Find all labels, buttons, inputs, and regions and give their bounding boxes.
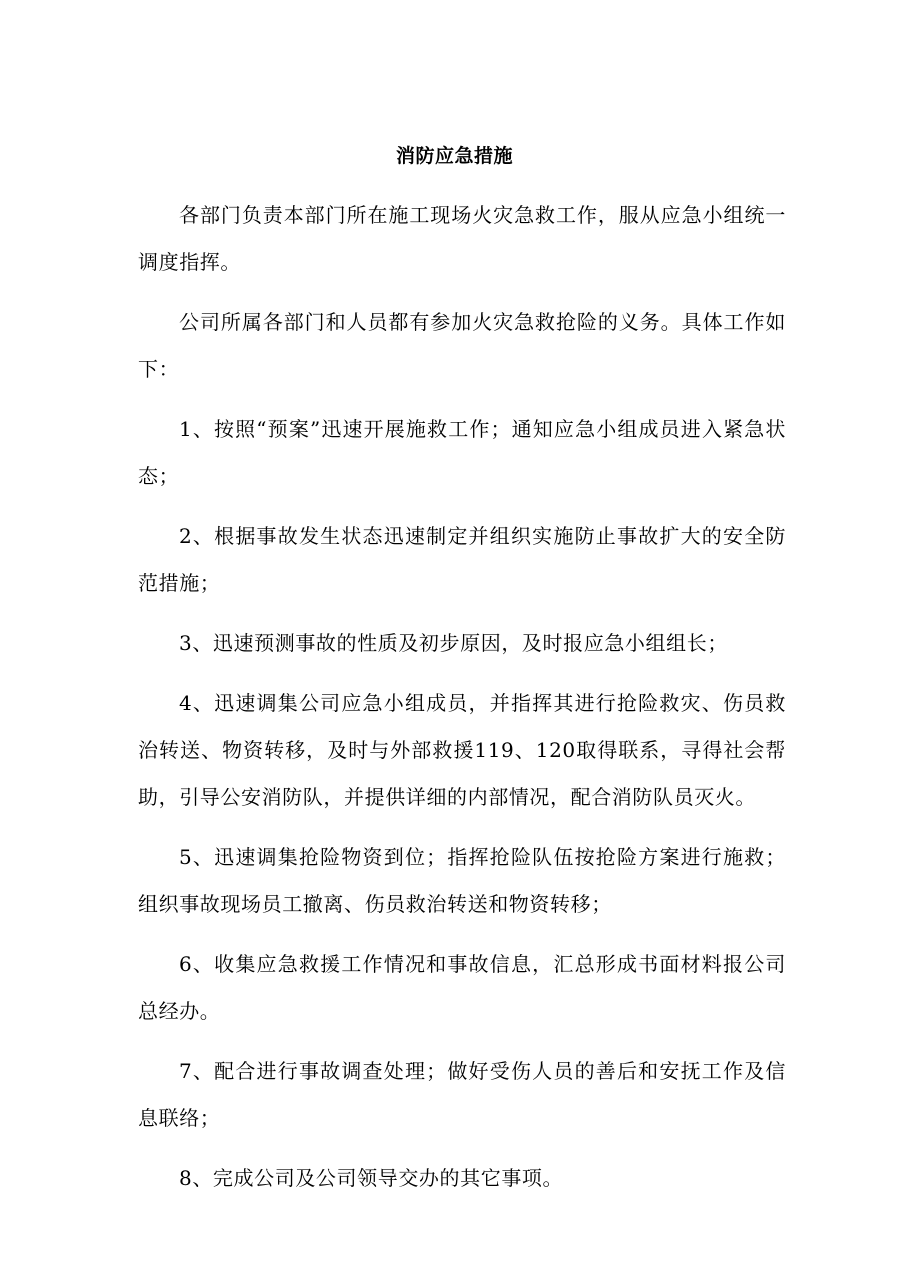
list-item-1: 1、按照“预案”迅速开展施救工作；通知应急小组成员进入紧急状态； (138, 417, 786, 488)
list-item-3: 3、迅速预测事故的性质及初步原因，及时报应急小组组长； (179, 631, 728, 655)
list-item-7: 7、配合进行事故调查处理；做好受伤人员的善后和安抚工作及信息联络； (138, 1059, 786, 1130)
paragraph-intro: 各部门负责本部门所在施工现场火灾急救工作，服从应急小组统一调度指挥。 (138, 203, 786, 274)
list-item-6: 6、收集应急救援工作情况和事故信息，汇总形成书面材料报公司总经办。 (138, 952, 786, 1023)
list-item-8: 8、完成公司及公司领导交办的其它事项。 (179, 1166, 564, 1190)
list-item-2: 2、根据事故发生状态迅速制定并组织实施防止事故扩大的安全防范措施； (138, 524, 786, 595)
list-item-4: 4、迅速调集公司应急小组成员，并指挥其进行抢险救灾、伤员救治转送、物资转移，及时与外部救援119、120取得联系，寻得社会帮助，引导公安消防队，并提供详细的内部情况，配合消防队员灭火。 (138, 691, 786, 809)
paragraph-duty: 公司所属各部门和人员都有参加火灾急救抢险的义务。具体工作如下： (138, 310, 786, 381)
document-title: 消防应急措施 (395, 145, 513, 167)
list-item-5: 5、迅速调集抢险物资到位；指挥抢险队伍按抢险方案进行施救；组织事故现场员工撤离、伤员救治转送和物资转移； (138, 845, 786, 916)
document-body (138, 192, 786, 1215)
